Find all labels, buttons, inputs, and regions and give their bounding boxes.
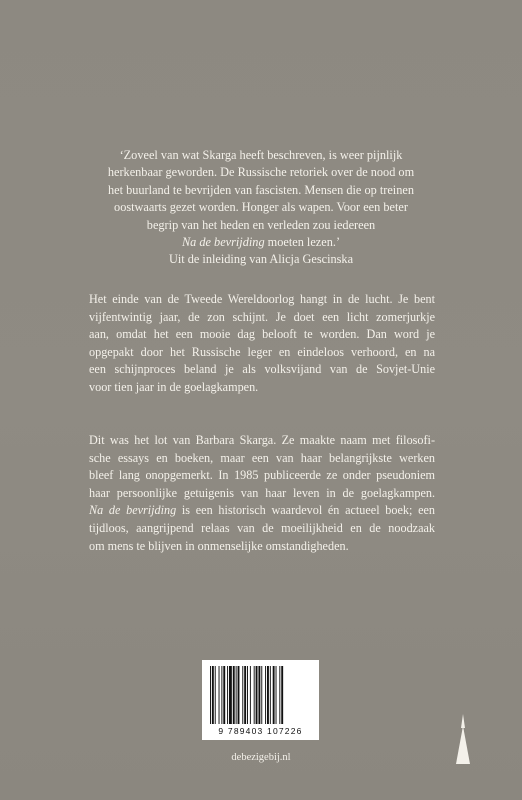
quote-line: herkenbaar geworden. De Russische retoriek over de nood om [107, 165, 415, 180]
paragraph-line: opgepakt door het Russische leger en eindeloos verhoord, en na [89, 344, 435, 359]
barcode-bar [256, 666, 258, 724]
paragraph-line [89, 502, 435, 520]
quote-line: oostwaarts gezet worden. Honger als wapen. Voor een beter [114, 200, 408, 215]
barcode-bar [250, 666, 251, 724]
quote-title-suffix: moeten lezen.’ [264, 235, 341, 250]
paragraph-line: haar persoonlijke getuigenis van haar leven in de goelagkampen. [89, 485, 435, 500]
barcode-bar [267, 666, 269, 724]
book-title-italic: Na de bevrijding [89, 503, 177, 518]
barcode-bar [210, 666, 211, 724]
paragraph-line: Het einde van de Tweede Wereldoorlog hangt in de lucht. Je bent [89, 292, 435, 306]
barcode-bar [221, 666, 222, 724]
barcode-bar [273, 666, 275, 724]
barcode-bar [229, 666, 232, 724]
isbn-number: 9 789403 107226 [218, 726, 303, 736]
paragraph-line-rest: is een historisch waardevol én actueel boek; een [176, 503, 435, 518]
book-title-italic: Na de bevrijding [181, 235, 265, 250]
paragraph-2 [89, 432, 435, 555]
barcode-bar [215, 666, 216, 724]
quote-block [95, 147, 427, 269]
paragraph-line: bleef lang onopgemerkt. In 1985 publiceerde ze onder pseudoniem [89, 468, 435, 483]
barcode-bar [265, 666, 266, 724]
barcode-bar [276, 666, 277, 724]
paragraph-line: vijfentwintig jaar, de zon schijnt. Je doet een licht zomerjurkje [89, 309, 435, 324]
barcode-bar [223, 666, 225, 724]
barcode-bar [247, 666, 248, 724]
barcode-bars [208, 666, 313, 724]
quote-line [95, 234, 427, 251]
barcode-bar [281, 666, 283, 724]
barcode-bar [219, 666, 220, 724]
quote-line: ‘Zoveel van wat Skarga heeft beschreven, is weer pijnlijk [119, 148, 403, 162]
quote-line: begrip van het heden en verleden zou iedereen [146, 217, 376, 232]
barcode [202, 660, 319, 740]
paragraph-line: tijdloos, aangrijpend relaas van de moeilijkheid en de noodzaak [89, 520, 435, 535]
barcode-bar [227, 666, 228, 724]
barcode-bar [258, 666, 260, 724]
barcode-bar [279, 666, 280, 724]
paragraph-line: om mens te blijven in onmenselijke omstandigheden. [89, 538, 349, 553]
paragraph-line: aan, omdat het een mooie dag belooft te worden. Dan word je [89, 327, 435, 342]
paragraph-line: voor tien jaar in de goelagkampen. [89, 379, 259, 394]
barcode-bar [212, 666, 214, 724]
barcode-bar [236, 666, 237, 724]
quote-line: het buurland te bevrijden van fascisten. Mensen die op treinen [108, 182, 414, 197]
quote-attribution: Uit de inleiding van Alicja Gescinska [168, 252, 354, 267]
publisher-logo-icon [452, 714, 472, 764]
paragraph-1 [89, 291, 435, 397]
barcode-bar [233, 666, 235, 724]
barcode-bar [238, 666, 240, 724]
paragraph-line: een schijnproces beland je als volksvijand van de Sovjet-Unie [89, 362, 435, 377]
barcode-bar [242, 666, 243, 724]
publisher-website: debezigebij.nl [231, 752, 291, 763]
paragraph-line: sche essays en boeken, maar een van haar belangrijkste werken [89, 450, 435, 465]
barcode-bar [254, 666, 255, 724]
paragraph-line: Dit was het lot van Barbara Skarga. Ze maakte naam met filosofi- [89, 433, 435, 447]
barcode-bar [261, 666, 262, 724]
barcode-bar [244, 666, 246, 724]
barcode-bar [270, 666, 271, 724]
